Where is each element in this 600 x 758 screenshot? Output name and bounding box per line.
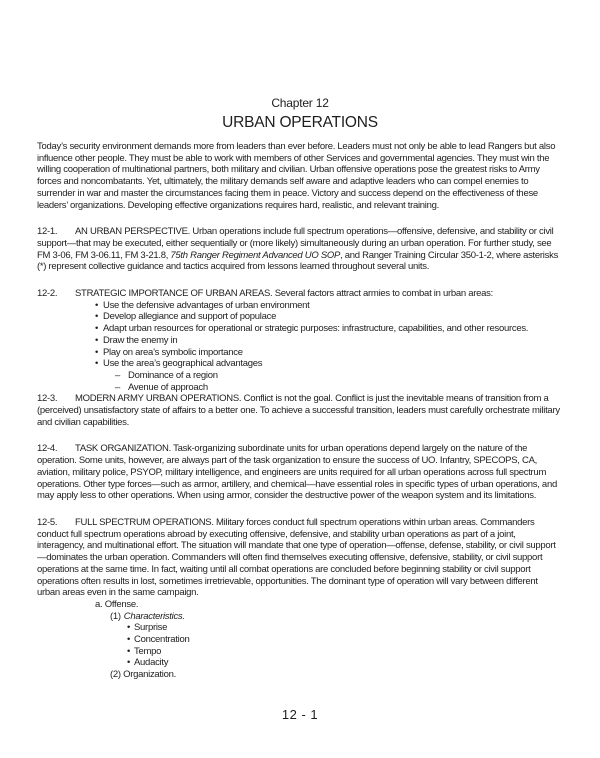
section-12-1 [37, 226, 563, 273]
section-12-3-text: MODERN ARMY URBAN OPERATIONS. Conflict is not the goal. Conflict is just the inevitable means of transition from a (perceived) unsatisfactory state of affairs to a better one. To achieve a successful transition, leaders must carefully orchestrate military and civilian capabilities. [37, 393, 560, 428]
sub-list-item: – Avenue of approach [37, 382, 563, 394]
section-12-2-lead: STRATEGIC IMPORTANCE OF URBAN AREAS. Several factors attract armies to combat in urban areas: [75, 288, 493, 300]
section-12-4-text: TASK ORGANIZATION. Task-organizing subordinate units for urban operations depend largely on the nature of the operation. Some units, however, are always part of the task organization to ensure the success of UO. Infantry, SPECOPS, CA, aviation, military police, PSYOP, military intelligence, and engineers are units required for all urban operations across full spectrum operations. Other type forces—such as armor, artillery, and chemical—have essential roles in specific types of urban operations, and may apply less to other operations. When using armor, consider the destructive power of the weapon system and its limitations. [37, 443, 557, 502]
list-item: • Use the defensive advantages of urban environment [37, 300, 563, 312]
characteristics-list [37, 622, 563, 669]
list-item: • Surprise [37, 622, 563, 634]
list-item: • Draw the enemy in [37, 335, 563, 347]
paragraph-number: 12-5. [37, 516, 58, 528]
list-item: • Use the area’s geographical advantages [37, 358, 563, 370]
list-item: • Play on area’s symbolic importance [37, 347, 563, 359]
section-12-5 [37, 517, 563, 599]
sub-list-item: – Dominance of a region [37, 370, 563, 382]
list-item: • Tempo [37, 646, 563, 658]
chapter-label: Chapter 12 [271, 96, 329, 110]
paragraph-number: 12-2. [37, 288, 58, 300]
page-title: URBAN OPERATIONS [222, 114, 378, 131]
outline-item-2: (2) Organization. [110, 669, 176, 681]
outline-item-1 [37, 611, 563, 623]
paragraph-number: 12-3. [37, 393, 58, 405]
list-item: • Audacity [37, 657, 563, 669]
section-12-4 [37, 443, 563, 502]
list-item: • Adapt urban resources for operational or strategic purposes: infrastructure, capabilities, and other resources. [37, 323, 563, 335]
section-12-1-text: AN URBAN PERSPECTIVE. Urban operations include full spectrum operations—offensive, defensive, and stability or civil support—that may be executed, either sequentially or (more likely) simultaneously during an urban operation. For further study, see FM 3-06, FM 3-06.11, FM 3-21.8, [37, 226, 554, 261]
outline-item-a: a. Offense. [95, 598, 139, 610]
section-12-1-text-cont: , and Ranger Training Circular 350-1-2, where asterisks (*) represent collective guidance and tactics acquired from lessons learned throughout several units. [37, 249, 559, 273]
outline-item-1-title: Characteristics. [123, 610, 185, 622]
outline-item-1-prefix: (1) [110, 610, 121, 622]
paragraph-number: 12-4. [37, 443, 58, 455]
list-item: • Concentration [37, 634, 563, 646]
section-12-2 [37, 288, 563, 300]
section-12-3 [37, 393, 563, 428]
list-item: • Develop allegiance and support of populace [37, 311, 563, 323]
intro-paragraph: Today’s security environment demands more from leaders than ever before. Leaders must not only be able to lead Rangers but also influence other people. They must be able to work with members of other Services and governmental agencies. They must win the willing cooperation of multinational partners, both military and civilian. Urban offensive operations pose the greatest risks to Army forces and noncombatants. Yet, ultimately, the military demands self aware and adaptive leaders who can compel enemies to surrender in war and master the circumstances facing them in peace. Victory and success depend on the effectiveness of these leaders’ organizations. Developing effective organizations requires hard, realistic, and relevant training. [37, 141, 556, 211]
page-number-footer: 12 - 1 [281, 707, 319, 722]
section-12-5-text: FULL SPECTRUM OPERATIONS. Military forces conduct full spectrum operations within urban areas. Commanders conduct full spectrum operations abroad by executing offensive, defensive, and stability urban operations as part of a joint, interagency, and multinational effort. The situation will mandate that one type of operation—offense, defense, stability, or civil support—dominates the urban operation. Commanders will often find themselves executing offensive, defensive, stability, or civil support operations at the same time. In fact, waiting until all combat operations are concluded before beginning stability or civil support operations often results in lost, sometimes irretrievable, opportunities. The dominant type of operation will vary between different urban areas even in the same campaign. [37, 516, 556, 599]
paragraph-number: 12-1. [37, 226, 58, 238]
strategic-factors-list [37, 300, 563, 394]
publication-title-italic: 75th Ranger Regiment Advanced UO SOP [170, 249, 341, 261]
